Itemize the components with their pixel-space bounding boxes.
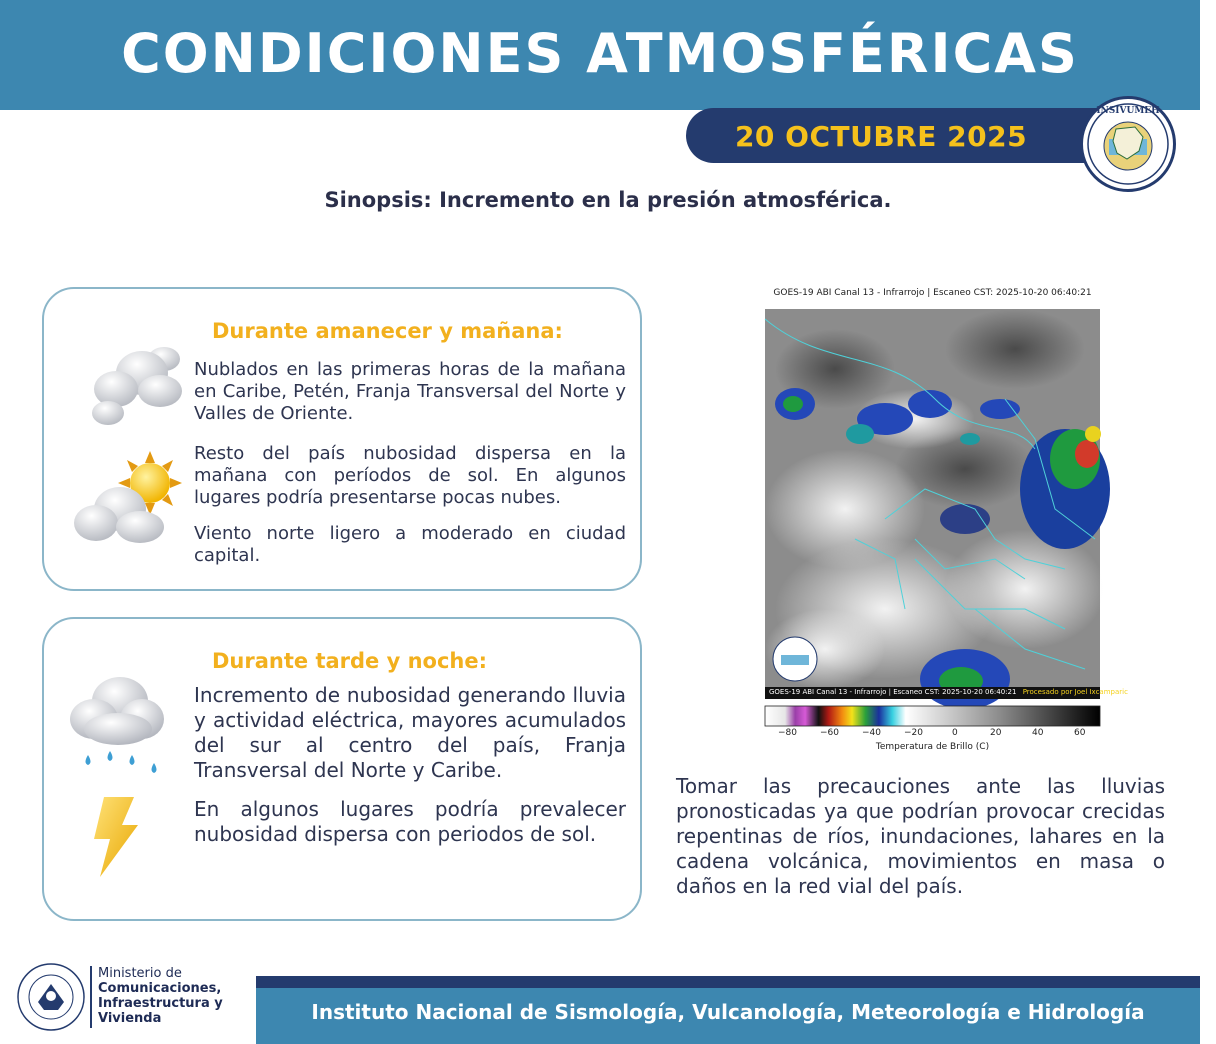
evening-forecast-card bbox=[42, 617, 642, 921]
sun-behind-cloud-icon bbox=[70, 449, 190, 549]
footer-banner bbox=[256, 976, 1200, 1044]
page-title: CONDICIONES ATMOSFÉRICAS bbox=[121, 22, 1079, 85]
morning-paragraph-2: Resto del país nubosidad dispersa en la mañana con períodos de sol. En algunos lugares podría presentarse pocas nubes. bbox=[194, 443, 626, 508]
satellite-credit: Procesado por Joel Ixcamparic bbox=[1022, 688, 1128, 696]
evening-paragraph-1: Incremento de nubosidad generando lluvia y actividad eléctrica, mayores acumulados del sur al centro del país, Franja Transversal del Norte y Caribe. bbox=[194, 683, 626, 782]
morning-heading: Durante amanecer y mañana: bbox=[212, 319, 563, 343]
satellite-image-panel bbox=[760, 282, 1128, 762]
ministry-name-line-2: Comunicaciones, bbox=[98, 981, 222, 996]
ministry-name-line-3: Infraestructura y bbox=[98, 996, 223, 1011]
insivumeh-logo bbox=[1080, 96, 1176, 192]
synopsis-text: Sinopsis: Incremento en la presión atmosférica. bbox=[324, 188, 892, 212]
colorbar-tick: 20 bbox=[990, 728, 1002, 738]
colorbar-tick: 60 bbox=[1074, 728, 1086, 738]
rain-cloud-icon bbox=[64, 671, 174, 781]
morning-forecast-card bbox=[42, 287, 642, 591]
precaution-text: Tomar las precauciones ante las lluvias pronosticadas ya que podrían provocar crecidas repentinas de ríos, inundaciones, lahares en la cadena volcánica, movimientos en masa o daños en la red vial del país. bbox=[676, 774, 1165, 898]
temperature-colorbar bbox=[765, 706, 1100, 726]
colorbar-tick: 40 bbox=[1032, 728, 1044, 738]
ministry-separator bbox=[90, 966, 92, 1028]
colorbar-tick: −80 bbox=[778, 728, 797, 738]
colorbar-tick: 0 bbox=[952, 728, 958, 738]
date-banner bbox=[686, 108, 1126, 163]
morning-paragraph-1: Nublados en las primeras horas de la mañana en Caribe, Petén, Franja Transversal del Norte y Valles de Oriente. bbox=[194, 359, 626, 424]
colorbar-tick: −20 bbox=[904, 728, 923, 738]
lightning-bolt-icon bbox=[86, 795, 146, 879]
colorbar-ticks bbox=[760, 728, 1105, 742]
satellite-title: GOES-19 ABI Canal 13 - Infrarrojo | Escaneo CST: 2025-10-20 06:40:21 bbox=[773, 288, 1092, 298]
colorbar-tick: −40 bbox=[862, 728, 881, 738]
ministry-name-line-1: Ministerio de bbox=[98, 966, 182, 981]
ministry-name-line-4: Vivienda bbox=[98, 1011, 162, 1026]
logo-text: INSIVUMEH bbox=[1096, 106, 1160, 116]
satellite-image bbox=[765, 309, 1128, 699]
cloud-icon bbox=[82, 339, 192, 429]
colorbar-tick: −60 bbox=[820, 728, 839, 738]
evening-heading: Durante tarde y noche: bbox=[212, 649, 488, 673]
header-banner bbox=[0, 0, 1200, 110]
morning-paragraph-3: Viento norte ligero a moderado en ciudad capital. bbox=[194, 523, 626, 566]
evening-paragraph-2: En algunos lugares podría prevalecer nubosidad dispersa con periodos de sol. bbox=[194, 797, 626, 846]
colorbar-label: Temperatura de Brillo (C) bbox=[875, 742, 990, 752]
guatemala-government-seal bbox=[16, 962, 86, 1032]
date-label: 20 OCTUBRE 2025 bbox=[734, 120, 1028, 153]
satellite-footer: GOES-19 ABI Canal 13 - Infrarrojo | Escaneo CST: 2025-10-20 06:40:21 bbox=[769, 688, 1017, 696]
institute-name: Instituto Nacional de Sismología, Vulcanología, Meteorología e Hidrología bbox=[311, 1000, 1145, 1024]
